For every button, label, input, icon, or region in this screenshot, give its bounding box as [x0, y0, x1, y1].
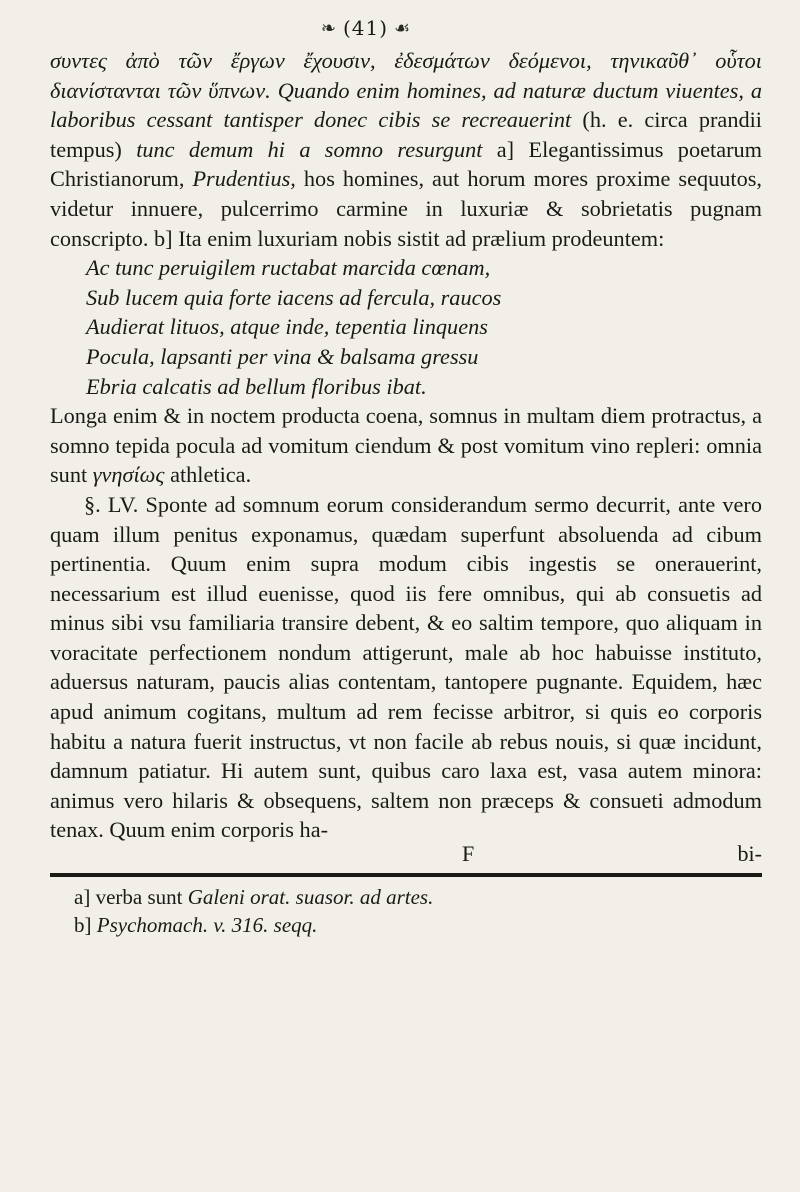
paragraph-1 — [50, 46, 762, 253]
note-ref-a: a] — [496, 136, 515, 162]
verse-line: Sub lucem quia forte iacens ad fercula, raucos — [86, 284, 502, 310]
text-c: Ita enim luxuriam nobis sistit ad prælium prodeuntem: — [178, 225, 665, 251]
verse-line: Pocula, lapsanti per vina & balsama gressu — [86, 343, 479, 369]
paragraph-2-tail: athletica. — [170, 462, 252, 488]
paragraph-2-greek: γνησίως — [92, 462, 165, 488]
paragraph-2-text: Longa enim & in noctem producta coena, somnus in multam diem protractus, a somno tepida pocula ad vomitum ciendum & post vomitum vino repleri: omnia sunt — [50, 403, 762, 488]
verse-line: Audierat lituos, atque inde, tepentia linquens — [86, 314, 488, 340]
paragraph-2 — [50, 401, 762, 490]
footnote-ref: a] — [74, 885, 91, 910]
page-number: (41) — [342, 16, 388, 40]
ornament-right-icon: ☙ — [394, 17, 412, 39]
page-header — [0, 10, 762, 46]
footnote-divider — [50, 873, 762, 877]
prudentius: Prudentius, — [192, 166, 296, 192]
paragraph-3-text: Sponte ad somnum eorum considerandum sermo decurrit, ante vero quam illum penitus exponamus, quædam superfunt absoluenda ad cibum pertinentia. Quum enim supra modum cibis ingestis se onerauerint, necessarium est illud euenisse, quod iis fere omnibus, qui ab consuetis ad minus sibi vsu familiaria transire debent, & eo saltim tempore, quo aliquam in voracitate perfectionem nondum attigerunt, male ab hoc habuisse instituto, aduersus naturam, paucis alias contentam, tantopere pugnante. Equidem, hæc apud animum cogitans, multum ad rem fecisse arbitror, si quis eo corporis habitu a natura fuerit instructus, vt non facile ab rebus nouis, si quæ incidunt, damnum patiatur. Hi autem sunt, quibus caro laxa est, vasa autem minora: animus vero hilaris & obsequens, saltem non præceps & consueti admodum tenax. Quum enim corporis ha- — [50, 491, 763, 843]
section-number: §. LV. — [84, 491, 139, 517]
verse-block — [50, 253, 762, 401]
signature-letter: F — [462, 841, 475, 867]
footnote-ref: b] — [74, 913, 92, 938]
footnote-text: verba sunt — [95, 885, 183, 910]
gloss: (h. e. circa prandii tempus) — [50, 107, 763, 162]
note-ref-b: b] — [154, 225, 173, 251]
paragraph-3 — [50, 490, 762, 845]
quote-italic-2: tunc demum hi a somno resurgunt — [136, 136, 483, 162]
verse-line: Ac tunc peruigilem ructabat marcida cœnam, — [86, 255, 491, 281]
page — [50, 10, 762, 1180]
ornament-left-icon: ❧ — [320, 17, 337, 39]
text-b: hos homines, aut horum mores proxime sequutos, videtur innuere, pulcerrimo carmine in luxuriæ & sobrietatis pugnam conscripto. — [50, 166, 763, 251]
footnote-italic: Psychomach. v. 316. seqq. — [96, 913, 318, 938]
footnote-italic: Galeni orat. suasor. ad artes. — [187, 885, 434, 910]
footnote — [74, 883, 762, 911]
footnotes — [50, 883, 762, 939]
footnote — [74, 911, 762, 939]
greek-opening: συντες ἀπὸ τῶν ἔργων ἔχουσιν, ἐδεσμάτων δεόμενοι, τηνικαῦθ᾽ οὗτοι διανίστανται τῶν ὕπνων. — [50, 48, 762, 103]
verse-line: Ebria calcatis ad bellum floribus ibat. — [86, 373, 427, 399]
quote-italic: Quando enim homines, ad naturæ ductum viuentes, a laboribus cessant tantisper donec cibis se recreauerint — [50, 77, 763, 133]
catchword: bi- — [737, 841, 762, 867]
text-a: Elegantissimus poetarum Christianorum, — [50, 136, 763, 192]
